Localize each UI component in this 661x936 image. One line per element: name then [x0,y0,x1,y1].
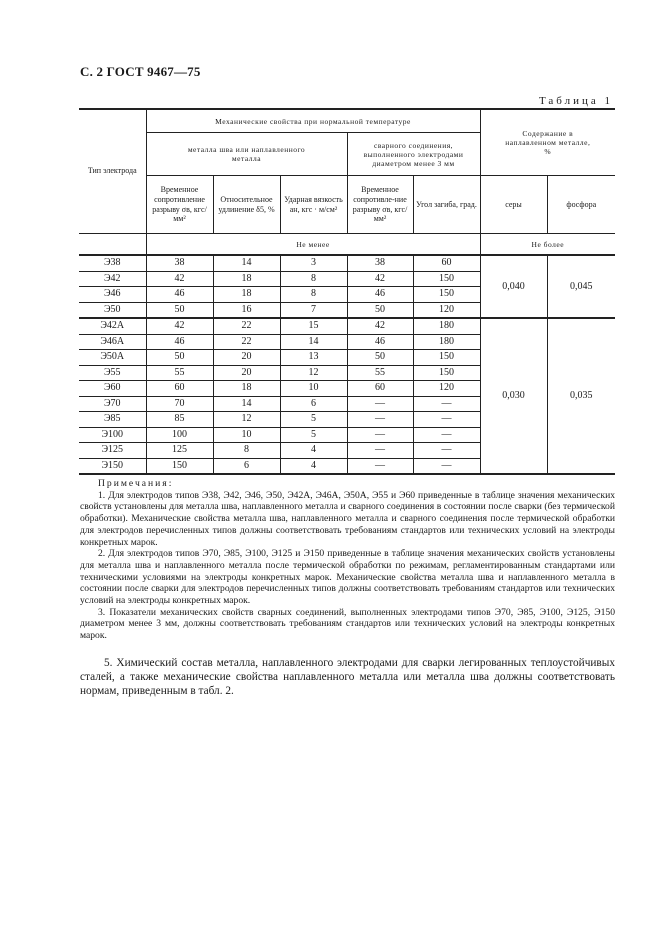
notes-block [80,478,615,642]
value-cell: 85 [146,412,213,428]
electrode-type-cell: Э60 [79,381,146,397]
value-cell: 8 [280,287,347,303]
value-cell: — [347,412,413,428]
value-cell: 180 [413,318,480,334]
group-metal: металла шва или наплавленного металла [146,133,347,176]
page-header: С. 2 ГОСТ 9467—75 [80,64,201,79]
value-cell: — [347,396,413,412]
not-more-label: Не более [480,234,615,256]
value-cell: — [347,443,413,459]
value-cell: 18 [213,287,280,303]
value-cell: 3 [280,255,347,271]
electrode-type-cell: Э46А [79,334,146,350]
value-cell: 180 [413,334,480,350]
value-cell: 50 [146,302,213,318]
electrode-type-cell: Э50 [103,303,121,315]
value-cell: — [413,396,480,412]
value-cell: 5 [280,427,347,443]
value-cell: 15 [280,318,347,334]
col-sulfur: серы [480,176,547,234]
value-cell: 125 [146,443,213,459]
col-elongation: Относительное удлинение δ5, % [213,176,280,234]
phosphorus-value: 0,045 [547,255,615,318]
value-cell: 38 [347,255,413,271]
value-cell: 12 [213,412,280,428]
value-cell: — [413,443,480,459]
value-cell: 10 [213,427,280,443]
value-cell: 14 [280,334,347,350]
value-cell: — [347,427,413,443]
value-cell: 20 [213,350,280,366]
value-cell: 120 [413,302,480,318]
value-cell: 150 [146,458,213,474]
value-cell: 55 [347,365,413,381]
table-row [79,255,615,271]
value-cell: 60 [146,381,213,397]
table-caption: Таблица 1 [538,95,613,107]
value-cell: 5 [280,412,347,428]
value-cell: 46 [347,287,413,303]
phosphorus-value: 0,035 [547,318,615,474]
value-cell: 8 [280,271,347,287]
value-cell: 150 [413,271,480,287]
value-cell: 22 [213,318,280,334]
value-cell: 70 [146,396,213,412]
value-cell: 10 [280,381,347,397]
group-content: Содержание в наплавленном металле, % [480,109,615,176]
electrode-type-cell: Э50А [79,350,146,366]
col-joint-tensile: Временное сопротивле-ние разрыву σв, кгс/мм² [347,176,413,234]
value-cell: 7 [280,302,347,318]
col-bend-angle: Угол загиба, град. [413,176,480,234]
value-cell: — [413,427,480,443]
note-3: 3. Показатели механических свойств сварных соединений, выполненных электродами типов Э70, Э85, Э100, Э125, Э150 диаметром менее 3 мм, должны соответствовать требованиям стандартов или технических условий на электроды конкретных марок. [80,606,615,642]
col-tensile: Временное сопротивление разрыву σв, кгс/мм² [146,176,213,234]
value-cell: 60 [347,381,413,397]
value-cell: 150 [413,350,480,366]
value-cell: 6 [280,396,347,412]
electrode-type-cell: Э46 [79,287,146,303]
value-cell: 12 [280,365,347,381]
value-cell: 22 [213,334,280,350]
mechanical-properties-table [79,108,615,475]
not-less-label: Не менее [146,234,480,256]
electrode-type-cell: Э55 [79,365,146,381]
note-2: 2. Для электродов типов Э70, Э85, Э100, Э125 и Э150 приведенные в таблице значения механических свойств установлены для металла шва и наплавленного металла после термической обработки по режимам, регламентированным стандартами или техническими условиями на электроды конкретных марок. Механические свойства металла шва и наплавленного металла в состоянии после сварки для электродов перечисленных типов должны соответствовать требованиям стандартов или технических условий на электроды конкретных марок. [80,548,615,607]
electrode-type-cell: Э70 [79,396,146,412]
col-electrode-type: Тип электрода [79,109,146,234]
value-cell: — [413,412,480,428]
value-cell: 42 [347,318,413,334]
value-cell: 100 [146,427,213,443]
value-cell: 42 [347,271,413,287]
group-joint: сварного соединения, выполненного электродами диаметром менее 3 мм [347,133,480,176]
value-cell: 150 [413,365,480,381]
group2-rows [79,318,615,474]
value-cell: — [347,458,413,474]
value-cell: 20 [213,365,280,381]
paragraph-5-text: 5. Химический состав металла, наплавленного электродами для сварки легированных теплоустойчивых сталей, а также механические свойства наплавленного металла или металла шва должны соответствовать нормам, приведенным в табл. 2. [80,657,615,697]
value-cell: 60 [413,255,480,271]
sulfur-value: 0,040 [480,255,547,318]
value-cell: 46 [146,334,213,350]
electrode-type-cell: Э42А [79,318,146,334]
col-impact: Ударная вязкость aн, кгс · м/см² [280,176,347,234]
group1-rows [79,255,615,318]
value-cell: 8 [213,443,280,459]
note-1: 1. Для электродов типов Э38, Э42, Э46, Э50, Э42А, Э46А, Э50А, Э55 и Э60 приведенные в таблице значения механических свойств установлены для металла шва, наплавленного металла и сварного соединения в состоянии после сварки (без термической обработки). Механические свойства металла шва, наплавленного металла и сварного соединения после термической обработки для электродов перечисленных типов должны соответствовать требованиям стандартов или технических условий на электроды конкретных марок. [80,489,615,548]
value-cell: 50 [347,302,413,318]
value-cell: 38 [146,255,213,271]
value-cell: 14 [213,255,280,271]
value-cell: 50 [146,350,213,366]
value-cell: — [413,458,480,474]
value-cell: 46 [347,334,413,350]
value-cell: 16 [213,302,280,318]
group-mech-props: Механические свойства при нормальной температуре [146,109,480,133]
value-cell: 4 [280,458,347,474]
notes-title: Примечания: [98,478,174,489]
value-cell: 18 [213,381,280,397]
sulfur-value: 0,030 [480,318,547,474]
value-cell: 18 [213,271,280,287]
value-cell: 150 [413,287,480,303]
electrode-type-cell: Э125 [79,443,146,459]
electrode-type-cell: Э150 [101,459,124,471]
value-cell: 50 [347,350,413,366]
paragraph-5 [80,657,615,698]
value-cell: 55 [146,365,213,381]
electrode-type-cell: Э85 [79,412,146,428]
value-cell: 42 [146,271,213,287]
electrode-type-cell: Э38 [79,255,146,271]
value-cell: 120 [413,381,480,397]
electrode-type-cell: Э100 [79,427,146,443]
value-cell: 4 [280,443,347,459]
value-cell: 42 [146,318,213,334]
electrode-type-cell: Э42 [79,271,146,287]
value-cell: 46 [146,287,213,303]
table-row [79,318,615,334]
col-phosphorus: фосфора [547,176,615,234]
value-cell: 6 [213,458,280,474]
value-cell: 14 [213,396,280,412]
value-cell: 13 [280,350,347,366]
table-head [79,109,615,255]
